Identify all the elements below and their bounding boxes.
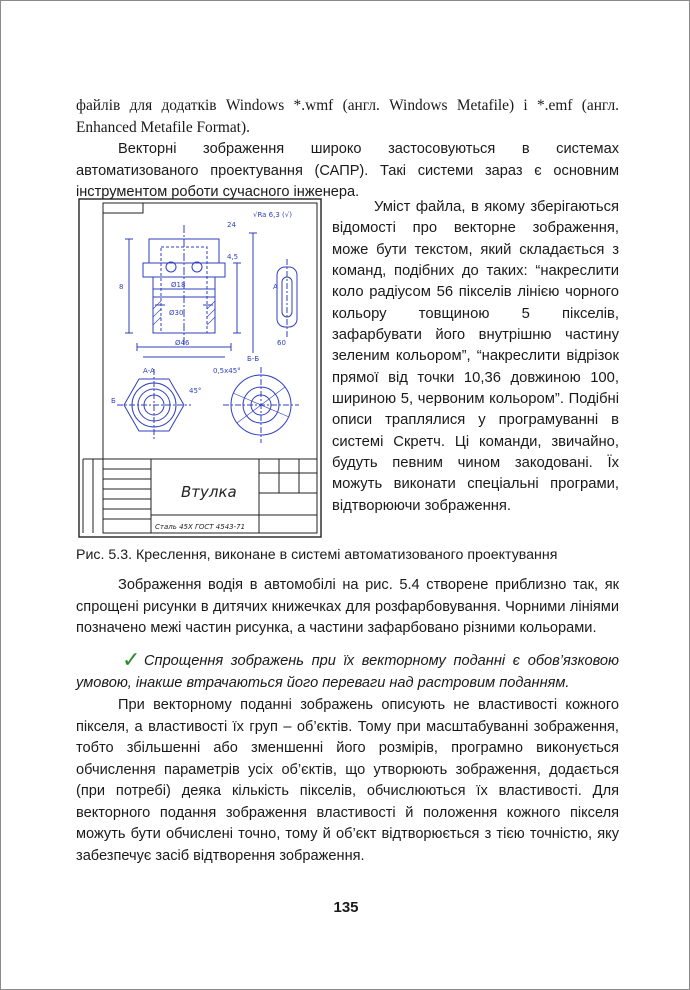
dim-label-12: 60 xyxy=(277,339,286,347)
dim-label-7: Б-Б xyxy=(247,355,260,363)
figure-caption: Рис. 5.3. Креслення, виконане в системі автоматизованого проектування xyxy=(76,547,558,563)
check-mark-icon: ✓ xyxy=(122,647,141,672)
cad-drawing-figure xyxy=(77,197,323,539)
dim-label-10: 45° xyxy=(189,387,202,395)
paragraph-intro: файлів для додатків Windows *.wmf (англ. Windows Metafile) і *.emf (англ. Enhanced Metafile Format). xyxy=(76,97,619,136)
hex-view xyxy=(117,369,191,441)
page-number: 135 xyxy=(333,899,359,916)
dim-label-2: Ø18 xyxy=(171,281,186,289)
note-text: Спрощення зображень при їх векторному поданні є обов’язковою умовою, інакше втрачаються його переваги над растровим поданням. xyxy=(76,653,619,691)
dim-label-1: Ø30 xyxy=(169,309,184,317)
paragraph-driver: Зображення водія в автомобілі на рис. 5.4 створене приблизно так, як спрощені рисунки в дитячих книжечках для розфарбовування. Чорними лініями позначено межі частин рисунка, а частини зафарбовано різними кольорами. xyxy=(76,577,619,636)
paragraph-vector-text: Уміст файла, в якому зберігаються відомості про векторне зображення, може бути текстом, який складається з команд, подібних до таких: “накреслити коло радіусом 56 пікселів лінією чорного кольору товщиною 5 пікселів, зафарбувати його внутрішню частину зеленим кольором”, “накреслити відрізок прямої від точки 10,36 довжиною 100, шириною 5, червоним кольором”. Подібні описи траплялися у програмуванні в системі Скретч. Ці команди, звичайно, будуть певним чином закодовані. Їх можуть виконати спеціальні програми, відтворюючи зображення. xyxy=(332,199,619,514)
dim-label-6: A xyxy=(273,283,278,291)
paragraph-scaling: При векторному поданні зображень описують не властивості кожного пікселя, а властивості їх груп – об’єктів. Тому при масштабуванні зображення, тобто збільшенні або зменшенні його розмірів, програмно виконується обчислення параметрів усіх об’єктів, що утворюють зображення, додається (при потребі) деяка кількість пікселів, обчислюються їх властивості. Для векторного подання зображення властивості й положення кожного пікселя можуть бути обчислені точно, тому й об’єкт відтворюється з тією точністю, яку забезпечує засіб відтворення зображення. xyxy=(76,697,619,864)
bushing-drawing xyxy=(77,197,323,539)
dim-label-9: Б xyxy=(111,397,116,405)
title-block-material: Сталь 45Х ГОСТ 4543-71 xyxy=(155,523,246,531)
round-section-view xyxy=(223,367,299,443)
dim-label-13: 0,5х45° xyxy=(213,367,241,375)
side-view xyxy=(249,233,297,353)
note-paragraph xyxy=(76,649,619,694)
roughness-mark: √Ra 6,3 (√) xyxy=(253,211,292,219)
dim-label-3: Ø46 xyxy=(175,339,190,347)
dim-label-5: 8 xyxy=(119,283,124,291)
dim-label-4: 4,5 xyxy=(227,253,239,261)
title-block-name: Втулка xyxy=(181,483,237,501)
section-view xyxy=(125,225,241,357)
dim-label-8: A-A xyxy=(143,367,155,375)
paragraph-vector-content xyxy=(332,197,619,517)
paragraph-cad: Векторні зображення широко застосовуються в системах автоматизованого проектування (САПР). Такі системи зараз є основним інструментом роботи сучасного інженера. xyxy=(76,141,619,200)
dim-label-11: 24 xyxy=(227,221,236,229)
